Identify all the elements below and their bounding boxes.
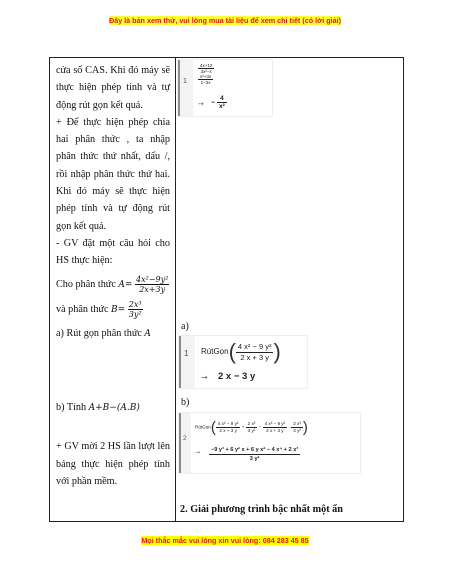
contact-banner: Mọi thắc mắc vui lòng xin vui lòng: 084 283 45 85 [141,536,309,545]
preview-banner: Đây là bản xem thử, vui lòng mua tài liệu để xem chi tiết (có lời giải) [109,16,341,25]
cas-result-simplify-a: 2 x − 3 y [218,371,256,382]
paragraph-division: + Để thực hiện phép chia hai phân thức , ta nhập phân thức thứ nhất, dấu /, rồi nhập phân thức thứ hai. Khi đó máy sẽ thực hiện phép tính và tự động rút gọn kết quả. [56,116,170,232]
content-table [49,57,404,522]
label-a: a) [181,321,189,332]
question-b: b) Tính A+B−(A.B) [56,402,140,414]
question-a: a) Rút gọn phân thức A [56,327,151,339]
left-column [50,58,176,522]
cas-result-division: − $\frac{4}{\text{x²}}$ [211,95,225,110]
cas-input-expression-b[interactable]: RútGọn( $\frac{\text{4 x² − 9 y²}}{2 x + 3 y}$ + $\frac{\text{2 x³}}{\text{3 y²}}$ − $\frac{\text{4 x² − 9 y²}}{2 x + 3 y}$ · $\frac{\text{2 x³}}{\text{3 y²}}$ ) [195,419,308,436]
paragraph-cas-window: cửa sổ CAS. Khi đó máy sẽ thực hiện phép tính và tự động rút gọn kết quả. [56,65,170,111]
cas-panel-simplify-a: 1 RútGọn( $\frac{\text{4 x² − 9 y²}}{2 x + 3 y}$ ) → 2 x − 3 y [179,336,307,388]
cas-panel-division: 1 $\frac{4x+12}{\text{3x²−x}}$ $\frac{\text{x²+3x}}{1-3x}$ → − $\frac{4}{\text{x²}}$ [178,60,272,116]
fraction-a: $\frac{\text{4x²−9y²}}{2x+3y}$ [136,274,169,294]
arrow-icon: → [195,449,201,456]
section-heading: 2. Giải phương trình bậc nhất một ẩn [180,504,343,515]
label-b: b) [181,397,190,408]
paragraph-question: - GV đặt một câu hỏi cho HS thực hiện: [56,237,170,267]
paragraph-group-work: + GV mời 2 HS lần lượt lên bảng thực hiện phép tính với phần mềm. [56,441,170,488]
given-a: Cho phân thức A= $\frac{\text{4x²−9y²}}{2x+3y}$ [56,274,169,294]
cas-result-expression-b: $\frac{\text{−9 y³ + 6 y² x + 6 y x² − 4 x⁴ + 2 x³}}{\text{3 y²}}$ [211,447,299,462]
cas-panel-expression-b: 2 RútGọn( $\frac{\text{4 x² − 9 y²}}{2 x + 3 y}$ + $\frac{\text{2 x³}}{\text{3 y²}}$ − $\frac{\text{4 x² − 9 y²}}{2 x + 3 y}$ · $\frac{\text{2 x³}}{\text{3 y²}}$ ) → $\frac{\text{−9 y³ + 6 y² x + 6 y x² − 4 x⁴ + 2 x³}}{\text{3 y²}}$ [179,413,360,473]
arrow-icon: → [198,100,204,108]
given-b: và phân thức B= $\frac{\text{2x³}}{\text{3y²}}$ [56,299,142,319]
cas-input-division[interactable]: $\frac{4x+12}{\text{3x²−x}}$ $\frac{\text{x²+3x}}{1-3x}$ [200,63,213,85]
arrow-icon: → [201,373,208,382]
fraction-b: $\frac{\text{2x³}}{\text{3y²}}$ [128,299,142,319]
right-column [176,58,404,522]
cas-input-simplify-a[interactable]: RútGọn( $\frac{\text{4 x² − 9 y²}}{2 x + 3 y}$ ) [201,339,281,364]
